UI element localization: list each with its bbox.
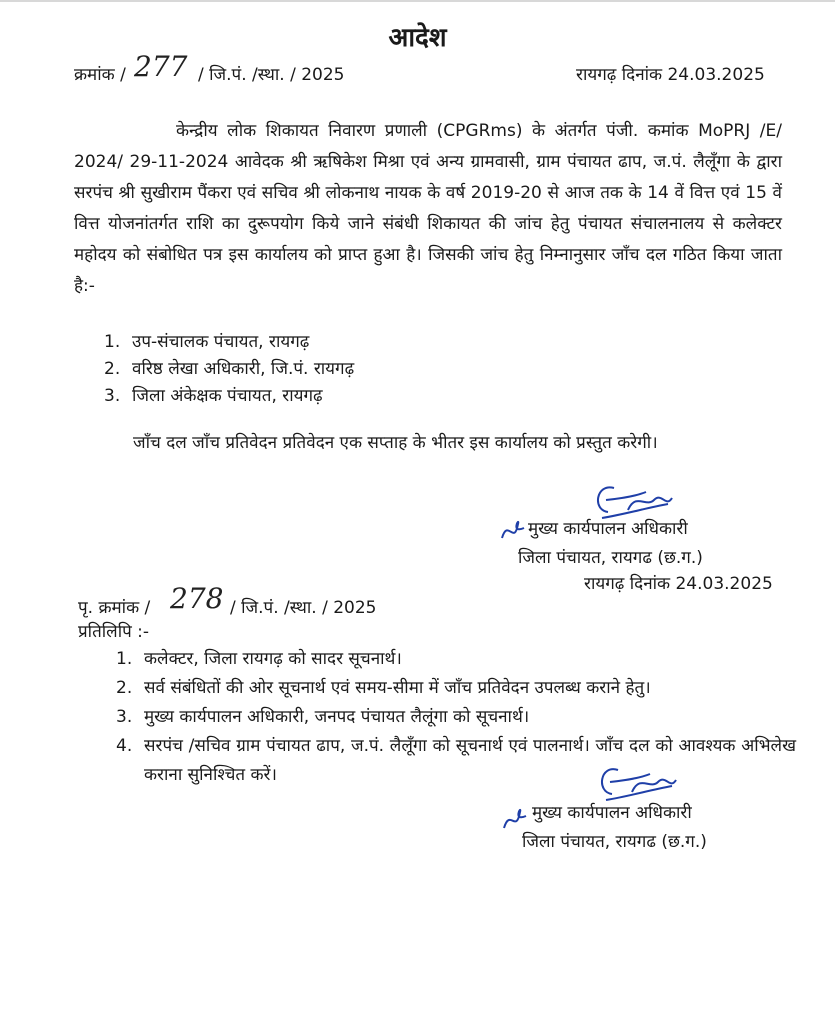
signature-scribble — [500, 758, 700, 838]
signatory-title-1: मुख्य कार्यपालन अधिकारी — [528, 519, 688, 539]
order-closing: जाँच दल जाँच प्रतिवेदन प्रतिवेदन एक सप्ताह के भीतर इस कार्यालय को प्रस्तुत करेगी। — [133, 433, 658, 453]
signatory-title-2: मुख्य कार्यपालन अधिकारी — [532, 803, 692, 823]
copy-number-prefix: पृ. क्रमांक / — [78, 598, 151, 618]
list-item: 3. मुख्य कार्यपालन अधिकारी, जनपद पंचायत लैलूंगा को सूचनार्थ। — [116, 707, 530, 727]
signatory-office-1: जिला पंचायत, रायगढ (छ.ग.) — [518, 548, 703, 568]
order-number-handwritten: 277 — [134, 50, 188, 83]
copy-number-suffix: / जि.पं. /स्था. / 2025 — [230, 598, 377, 618]
order-body — [74, 116, 782, 302]
list-item: 1. कलेक्टर, जिला रायगढ़ को सादर सूचनार्थ। — [116, 649, 402, 669]
committee-list — [104, 329, 354, 410]
order-body-text: केन्द्रीय लोक शिकायत निवारण प्रणाली (CPGRms) के अंतर्गत पंजी. कमांक MoPRJ /E/ 2024/ 29-11-2024 आवेदक श्री ऋषिकेश मिश्रा एवं अन्य ग्रामवासी, ग्राम पंचायत ढाप, ज.पं. लैलूँगा के द्वारा सरपंच श्री सुखीराम पैंकरा एवं सचिव श्री लोकनाथ नायक के वर्ष 2019-20 से आज तक के 14 वें वित्त एवं 15 वें वित्त योजनांतर्गत राशि का दुरूपयोग किये जाने संबंधी शिकायत की जांच हेतु पंचायत संचालनालय से कलेक्टर महोदय को संबोधित पत्र इस कार्यालय को प्राप्त हुआ है। जिसकी जांच हेतु निम्नानुसार जाँच दल गठित किया जाता है:- — [74, 121, 782, 296]
order-number-suffix: / जि.पं. /स्था. / 2025 — [198, 65, 345, 85]
order-number-prefix: क्रमांक / — [74, 65, 126, 85]
list-item: 1. उप-संचालक पंचायत, रायगढ़ — [104, 332, 310, 352]
copy-number-handwritten: 278 — [170, 582, 224, 615]
signatory-office-2: जिला पंचायत, रायगढ (छ.ग.) — [522, 832, 707, 852]
document-title: आदेश — [388, 23, 447, 53]
list-item: 2. वरिष्ठ लेखा अधिकारी, जि.पं. रायगढ़ — [104, 359, 355, 379]
list-item: 2. सर्व संबंधितों की ओर सूचनार्थ एवं समय-सीमा में जाँच प्रतिवेदन उपलब्ध कराने हेतु। — [116, 678, 651, 698]
list-item: 3. जिला अंकेक्षक पंचायत, रायगढ़ — [104, 386, 323, 406]
copy-label: प्रतिलिपि :- — [78, 622, 150, 642]
order-place-date: रायगढ़ दिनांक 24.03.2025 — [576, 65, 765, 85]
scan-edge — [0, 0, 835, 2]
list-item: 4. सरपंच /सचिव ग्राम पंचायत ढाप, ज.पं. लैलूँगा को सूचनार्थ एवं पालनार्थ। जाँच दल को आवश्यक अभिलेख कराना सुनिश्चित करें। — [116, 736, 796, 785]
copy-place-date: रायगढ़ दिनांक 24.03.2025 — [584, 574, 773, 594]
signature-2 — [500, 758, 700, 838]
